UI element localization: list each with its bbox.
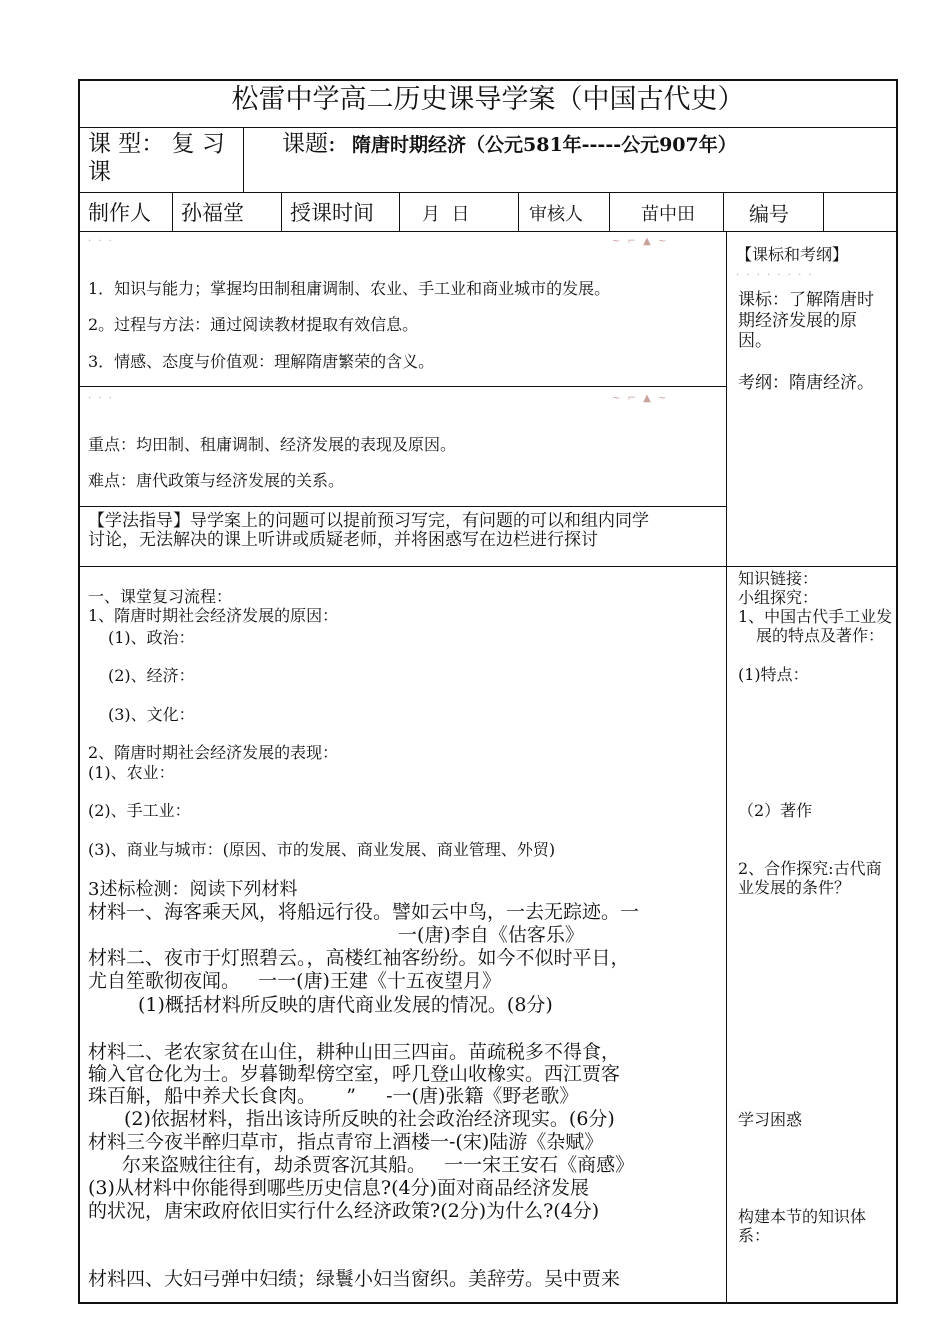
inquiry-q1-features: (1)特点： xyxy=(738,665,809,684)
lesson-topic: 隋唐时期经济（公元581年-----公元907年） xyxy=(352,134,737,156)
main-line: (1)概括材料所反映的唐代商业发展的情况。(8分) xyxy=(138,994,553,1016)
rule-r3-d xyxy=(518,192,519,231)
rule-guide xyxy=(78,566,898,567)
time-label: 授课时间 xyxy=(290,201,374,225)
knowledge-system: 构建本节的知识体系： xyxy=(738,1207,867,1246)
curriculum-standard: 课标：了解隋唐时期经济发展的原因。 xyxy=(738,290,874,352)
sidebar-header: 【课标和考纲】 xyxy=(736,245,849,264)
main-line: 材料三今夜半醉归草市，指点青帘上酒楼一-(宋)陆游《杂赋》 xyxy=(88,1131,604,1153)
main-line: (3)、文化： xyxy=(108,705,195,724)
exam-outline: 考纲：隋唐经济。 xyxy=(738,373,874,393)
main-line: 的状况，唐宋政府依旧实行什么经济政策?(2分)为什么?(4分) xyxy=(88,1200,600,1222)
main-line: (2)依据材料，指出该诗所反映的社会政治经济现实。(6分) xyxy=(124,1108,615,1130)
rule-row2-split xyxy=(243,127,244,192)
lesson-type-label-2: 课 xyxy=(88,159,111,185)
frame-left xyxy=(78,79,80,1304)
main-line: 材料四、大妇弓弹中妇绩；绿鬟小妇当窗织。美辞劳。吴中贾来 xyxy=(88,1268,621,1290)
scan-mark: · · · · · · · · xyxy=(736,270,814,281)
scan-mark: · · · xyxy=(88,393,114,404)
rule-objectives xyxy=(78,386,726,387)
study-guide-line: 讨论，无法解决的课上听讲或质疑老师，并将困惑写在边栏进行探讨 xyxy=(88,530,598,550)
main-line: 2、隋唐时期社会经济发展的表现： xyxy=(88,743,339,762)
rule-r3-e xyxy=(609,192,610,231)
main-line: (2)、经济： xyxy=(108,666,195,685)
main-line: (2)、手工业： xyxy=(88,801,191,820)
main-line: (1)、农业： xyxy=(88,763,175,782)
main-line: 3述标检测：阅读下列材料 xyxy=(88,879,298,900)
inquiry-question-1: 1、中国古代手工业发展的特点及著作： xyxy=(738,607,893,646)
study-guide-line: 【学法指导】导学案上的问题可以提前预习写完，有问题的可以和组内同学 xyxy=(88,511,649,531)
author-label: 制作人 xyxy=(88,201,151,225)
main-line: 材料一、海客乘天风，将船远行役。譬如云中鸟，一去无踪迹。一 xyxy=(88,901,640,923)
lesson-type-label: 课 型： 复 习 xyxy=(88,131,225,157)
rule-row2 xyxy=(78,192,898,193)
scan-mark: ~ ⌐ ▲ ~ xyxy=(612,236,669,247)
inquiry-q1-works: （2）著作 xyxy=(738,801,813,820)
main-line: 珠百斛，船中养犬长食肉。 ” -一(唐)张籍《野老歌》 xyxy=(88,1085,579,1107)
author-name: 孙福堂 xyxy=(181,201,244,225)
main-line: 输入官仓化为士。岁暮锄犁傍空室，呼几登山收橡实。西江贾客 xyxy=(88,1063,621,1085)
main-line: (1)、政治： xyxy=(108,628,195,647)
knowledge-link: 知识链接： xyxy=(738,569,819,588)
keypoint-item: 难点：唐代政策与经济发展的关系。 xyxy=(88,471,345,490)
main-line: 材料二、夜市于灯照碧云。，高楼红袖客纷纷。如今不似时平日， xyxy=(88,947,630,969)
rule-r3-c xyxy=(399,192,400,231)
scan-mark: · · · xyxy=(88,236,114,247)
reviewer-name: 苗中田 xyxy=(641,204,695,225)
rule-r3-g xyxy=(823,192,824,231)
date-field: 月 日 xyxy=(422,204,470,225)
objective-item: 3．情感、态度与价值观：理解隋唐繁荣的含义。 xyxy=(88,352,435,371)
main-line: (3)、商业与城市：(原因、市的发展、商业发展、商业管理、外贸) xyxy=(88,840,556,859)
rule-title xyxy=(78,127,898,128)
main-line: 一、课堂复习流程： xyxy=(88,587,233,606)
main-line: 尔来盗贼往往有，劫杀贾客沉其船。 一一宋王安石《商感》 xyxy=(122,1154,635,1176)
rule-sidebar xyxy=(726,231,727,1303)
reviewer-label: 审核人 xyxy=(529,204,583,225)
main-line: 材料二、老农家贫在山住，耕种山田三四亩。苗疏税多不得食， xyxy=(88,1041,621,1063)
main-line: 尤自笙歌彻夜闻。 一一(唐)王建《十五夜望月》 xyxy=(88,970,501,992)
rule-keypoints xyxy=(78,506,726,507)
main-line: (3)从材料中你能得到哪些历史信息?(4分)面对商品经济发展 xyxy=(88,1177,590,1199)
main-line: 1、隋唐时期社会经济发展的原因： xyxy=(88,606,339,625)
main-line: 一(唐)李自《估客乐》 xyxy=(398,924,584,946)
rule-r3-b xyxy=(281,192,282,231)
frame-top xyxy=(78,79,898,81)
group-inquiry: 小组探究： xyxy=(738,588,819,607)
objective-item: 2。过程与方法：通过阅读教材提取有效信息。 xyxy=(88,315,419,334)
scan-mark: ~ ⌐ ▲ ~ xyxy=(612,393,669,404)
keypoint-item: 重点：均田制、租庸调制、经济发展的表现及原因。 xyxy=(88,435,457,454)
frame-bottom xyxy=(78,1302,898,1304)
inquiry-question-2: 2、合作探究:古代商业发展的条件？ xyxy=(738,859,882,898)
lesson-topic-label: 课题: xyxy=(282,131,336,157)
rule-r3-a xyxy=(172,192,173,231)
objective-item: 1．知识与能力；掌握均田制租庸调制、农业、手工业和商业城市的发展。 xyxy=(88,279,611,298)
number-label: 编号 xyxy=(749,202,789,226)
frame-right xyxy=(896,79,898,1304)
rule-r3-f xyxy=(723,192,724,231)
rule-row3 xyxy=(78,231,898,232)
learning-confusion: 学习困惑 xyxy=(738,1110,803,1129)
page-title: 松雷中学高二历史课导学案（中国古代史） xyxy=(231,84,745,115)
